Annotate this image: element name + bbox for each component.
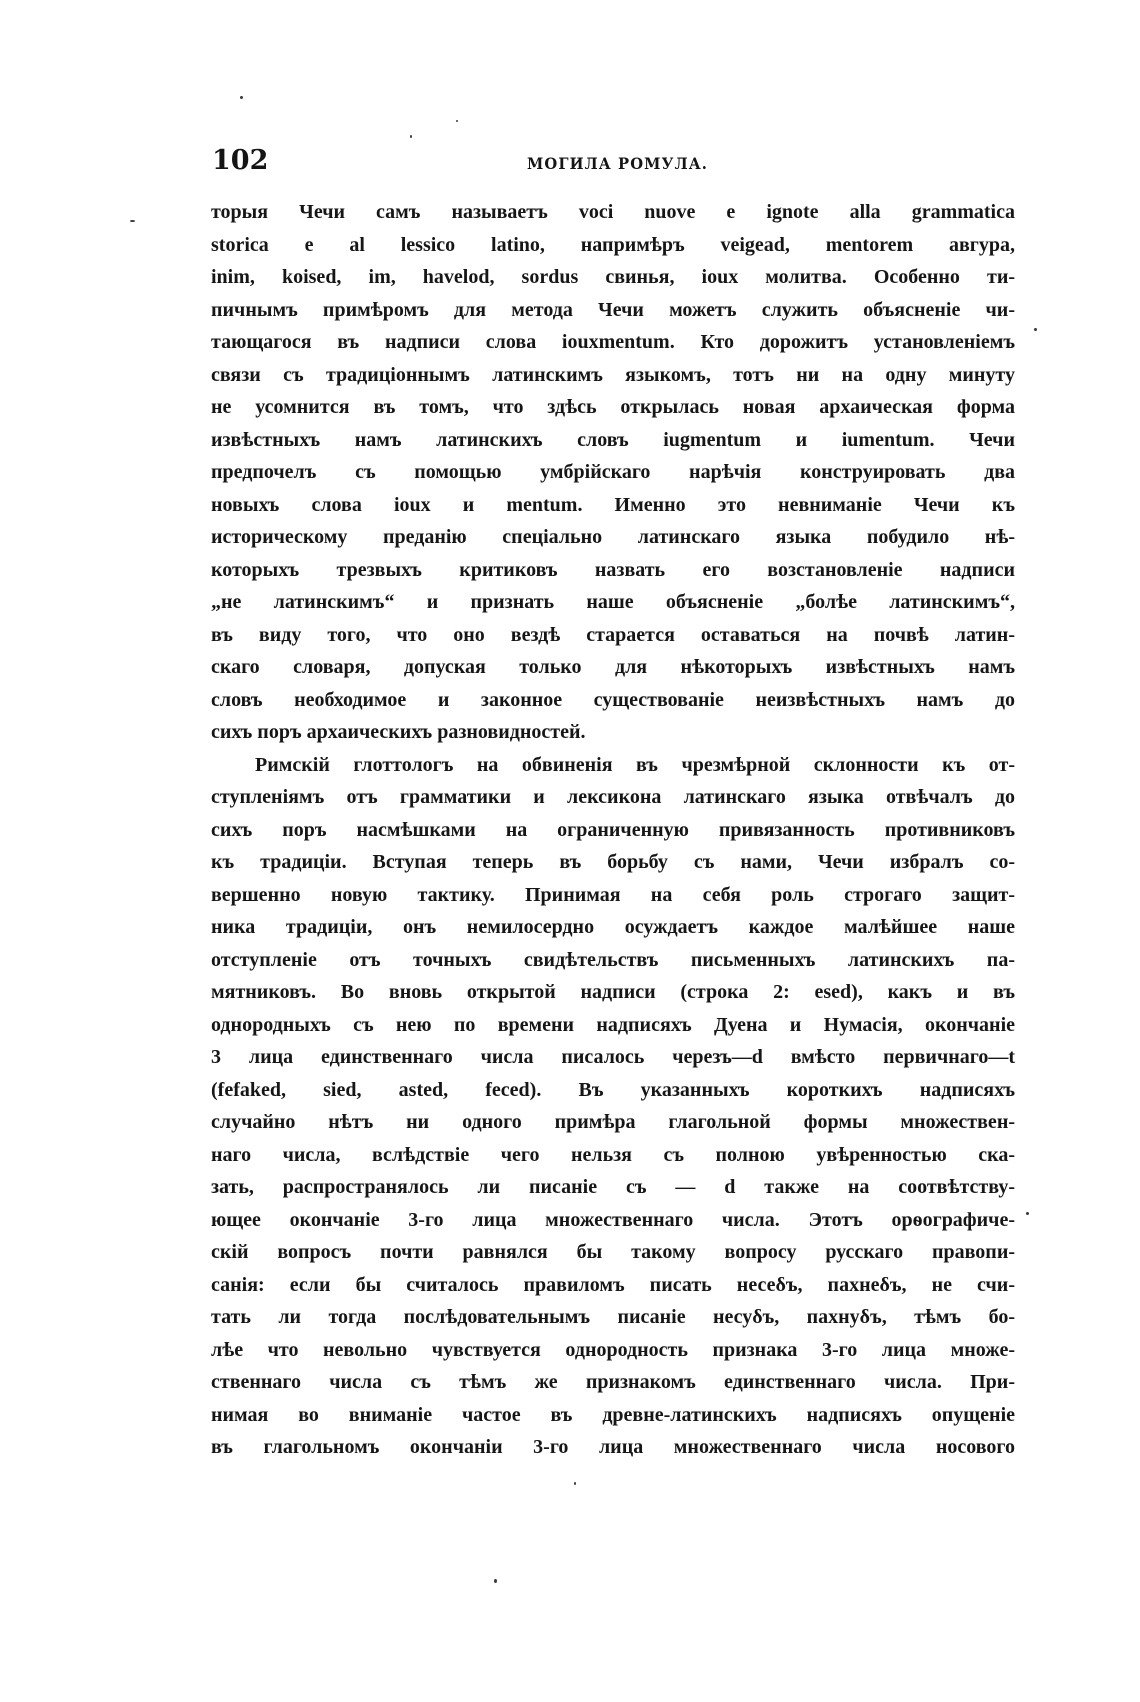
text-line: къ традиціи. Вступая теперь въ борьбу съ нами, Чечи избралъ со-: [211, 851, 1015, 873]
text-line: скаго словаря, допуская только для нѣкоторыхъ извѣстныхъ намъ: [211, 656, 1015, 678]
running-title: МОГИЛА РОМУЛА.: [527, 154, 709, 173]
scan-speck: [574, 1482, 576, 1485]
scan-speck: [1026, 1212, 1029, 1215]
text-line: вершенно новую тактику. Принимая на себя роль строгаго защит-: [211, 883, 1015, 906]
text-line: въ виду того, что оно вездѣ старается оставаться на почвѣ латин-: [211, 623, 1015, 646]
text-line: 3 лица единственнаго числа писалось черезъ—d вмѣсто первичнаго—t: [211, 1046, 1015, 1068]
text-line: въ глагольномъ окончаніи 3-го лица множественнаго числа носового: [211, 1436, 1015, 1458]
text-line: торыя Чечи самъ называетъ voci nuove e ignote alla grammatica: [211, 201, 1015, 223]
text-line: извѣстныхъ намъ латинскихъ словъ iugmentum и iumentum. Чечи: [211, 428, 1015, 451]
scan-speck: [240, 96, 243, 99]
scan-speck: [494, 1579, 497, 1583]
text-line: тать ли тогда послѣдовательнымъ писаніе несуδъ, пахнуδъ, тѣмъ бо-: [211, 1306, 1015, 1328]
text-line: историческому преданію спеціально латинскаго языка побудило нѣ-: [211, 526, 1015, 548]
text-line: предпочелъ съ помощью умбрійскаго нарѣчія конструировать два: [211, 461, 1015, 483]
scan-speck: [130, 220, 135, 222]
paragraph-1: [211, 196, 1015, 749]
text-line: связи съ традиціоннымъ латинскимъ языкомъ, тотъ ни на одну минуту: [211, 363, 1015, 386]
body-text: [211, 196, 1015, 1464]
text-line: storica e al lessico latino, напримѣръ veigead, mentorem авгура,: [211, 233, 1015, 256]
text-line: словъ необходимое и законное существованіе неизвѣстныхъ намъ до: [211, 688, 1015, 711]
scan-speck: [1034, 328, 1037, 331]
text-line: наго числа, вслѣдствіе чего нельзя съ полною увѣренностью ска-: [211, 1143, 1015, 1166]
text-line: сихъ поръ архаическихъ разновидностей.: [211, 721, 586, 743]
text-line: (fefaked, sied, asted, feced). Въ указанныхъ короткихъ надписяхъ: [211, 1078, 1015, 1101]
scan-speck: [410, 135, 412, 138]
text-line: пичнымъ примѣромъ для метода Чечи можетъ служить объясненіе чи-: [211, 298, 1015, 321]
paragraph-2: [211, 749, 1015, 1464]
text-line: отступленіе отъ точныхъ свидѣтельствъ письменныхъ латинскихъ па-: [211, 948, 1015, 971]
text-line: зать, распространялось ли писаніе съ — d также на соотвѣтству-: [211, 1176, 1015, 1198]
text-line: ственнаго числа съ тѣмъ же признакомъ единственнаго числа. При-: [211, 1371, 1015, 1393]
text-line: ника традиціи, онъ немилосердно осуждаетъ каждое малѣйшее наше: [211, 916, 1015, 938]
page-number: 102: [212, 145, 269, 176]
text-line: ющее окончаніе 3-го лица множественнаго числа. Этотъ орѳографиче-: [211, 1208, 1015, 1231]
text-line: inim, koised, im, havelod, sordus свинья, ioux молитва. Особенно ти-: [211, 266, 1015, 288]
text-line: лѣе что невольно чувствуется однородность признака 3-го лица множе-: [211, 1338, 1015, 1361]
text-line: случайно нѣтъ ни одного примѣра глагольной формы множествен-: [211, 1111, 1015, 1133]
text-line: новыхъ слова ioux и mentum. Именно это невниманіе Чечи къ: [211, 493, 1015, 516]
text-line: однородныхъ съ нею по времени надписяхъ Дуена и Нумасія, окончаніе: [211, 1013, 1015, 1036]
text-line: „не латинскимъ“ и признать наше объясненіе „болѣе латинскимъ“,: [211, 591, 1015, 613]
text-line: мятниковъ. Во вновь открытой надписи (строка 2: esed), какъ и въ: [211, 981, 1015, 1003]
text-line: тающагося въ надписи слова iouxmentum. Кто дорожитъ установленіемъ: [211, 331, 1015, 353]
text-line: Римскій глоттологъ на обвиненія въ чрезмѣрной склонности къ от-: [255, 753, 1015, 776]
text-line: ступленіямъ отъ грамматики и лексикона латинскаго языка отвѣчалъ до: [211, 786, 1015, 808]
text-line: санія: если бы считалось правиломъ писать несеδъ, пахнеδъ, не счи-: [211, 1273, 1015, 1296]
scan-speck: [456, 120, 458, 122]
text-line: не усомнится въ томъ, что здѣсь открылась новая архаическая форма: [211, 396, 1015, 418]
text-line: сихъ поръ насмѣшками на ограниченную привязанность противниковъ: [211, 818, 1015, 841]
text-line: нимая во вниманіе частое въ древне-латинскихъ надписяхъ опущеніе: [211, 1403, 1015, 1426]
text-line: которыхъ трезвыхъ критиковъ назвать его возстановленіе надписи: [211, 558, 1015, 581]
text-line: скій вопросъ почти равнялся бы такому вопросу русскаго правопи-: [211, 1241, 1015, 1263]
